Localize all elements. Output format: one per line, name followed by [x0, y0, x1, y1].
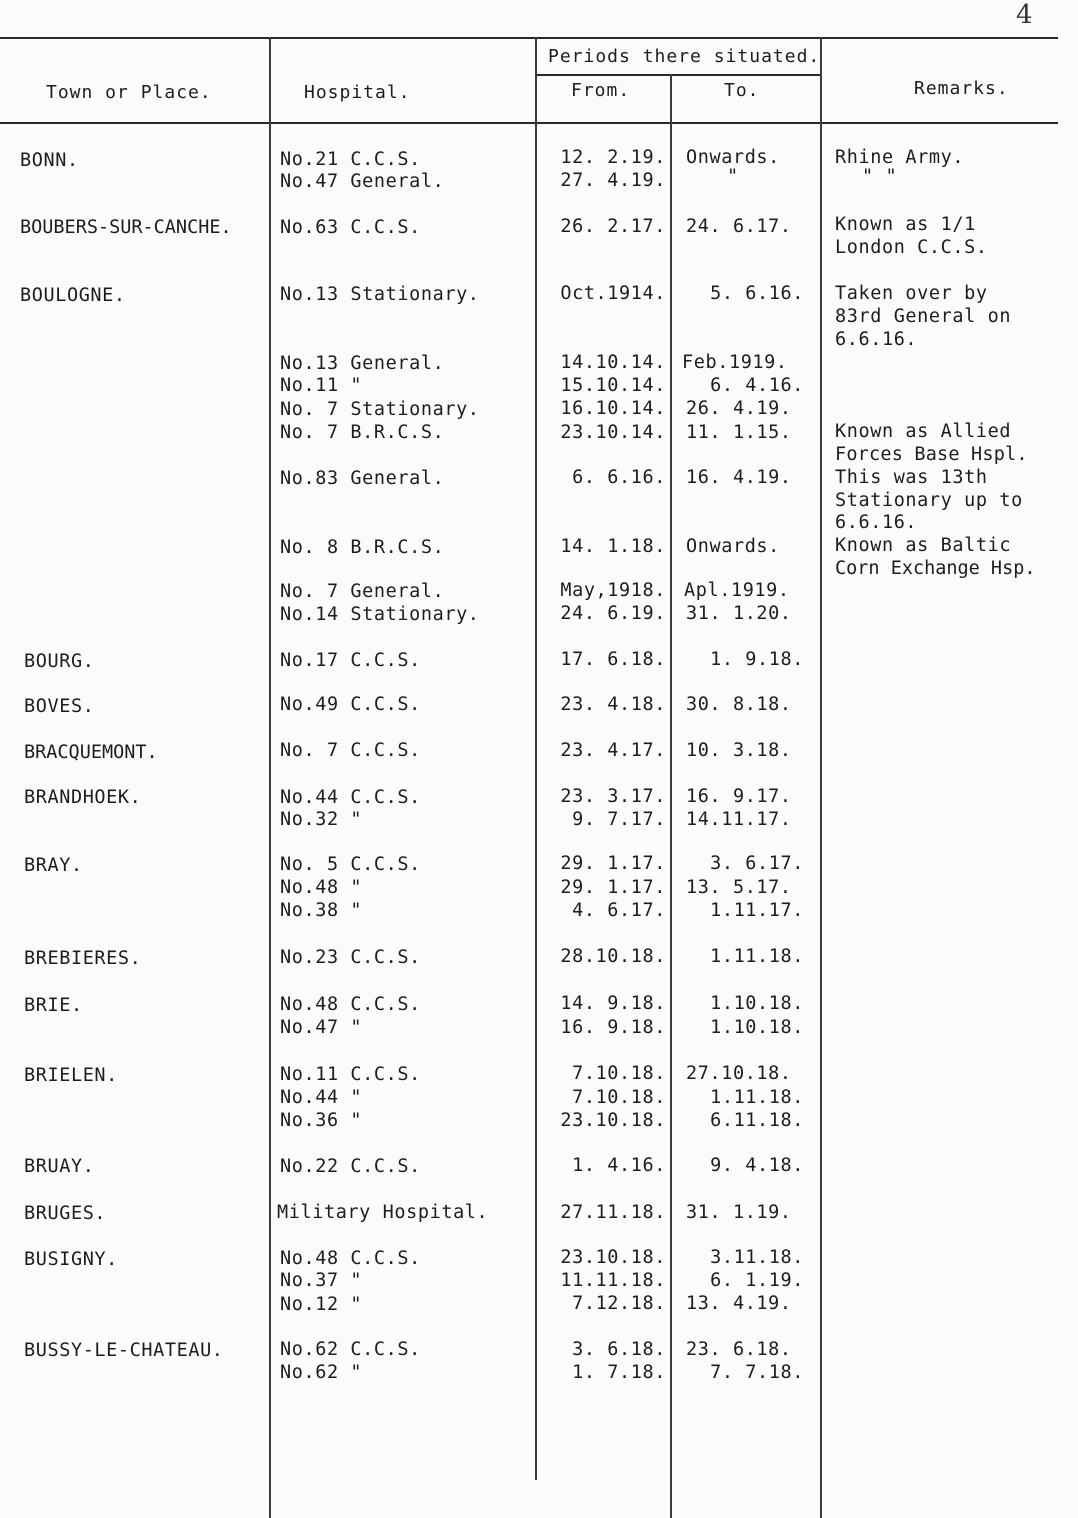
- to-date: 1. 9.18.: [710, 649, 804, 670]
- remarks-cell: Known as Allied: [835, 421, 1012, 442]
- hospital-cell: No.36 ": [280, 1110, 363, 1131]
- hospital-cell: No.44 C.C.S.: [280, 787, 421, 808]
- to-date: 1.11.17.: [710, 900, 804, 921]
- from-date: 1. 7.18.: [572, 1362, 666, 1383]
- to-date: 6. 4.16.: [710, 375, 804, 396]
- from-date: 26. 2.17.: [560, 216, 666, 237]
- header-remarks: Remarks.: [914, 78, 1009, 99]
- to-date: 30. 8.18.: [686, 694, 792, 715]
- hospital-cell: No. 8 B.R.C.S.: [280, 537, 445, 558]
- hospital-cell: No.13 Stationary.: [280, 284, 480, 305]
- remarks-cell: 6.6.16.: [835, 329, 918, 350]
- to-date: 27.10.18.: [686, 1063, 792, 1084]
- hospital-cell: No. 7 General.: [280, 581, 445, 602]
- town-name: BRANDHOEK.: [24, 787, 142, 808]
- hospital-cell: No. 7 B.R.C.S.: [280, 422, 445, 443]
- hospital-cell: No.62 C.C.S.: [280, 1339, 421, 1360]
- to-date: 13. 5.17.: [686, 877, 792, 898]
- town-name: BRIE.: [24, 995, 83, 1016]
- remarks-cell: Known as Baltic: [835, 535, 1012, 556]
- town-name: BOUBERS-SUR-CANCHE.: [20, 217, 232, 238]
- from-date: 14.10.14.: [560, 352, 666, 373]
- hospital-cell: No.44 ": [280, 1087, 363, 1108]
- from-date: 3. 6.18.: [572, 1339, 666, 1360]
- hospital-cell: No.32 ": [280, 809, 363, 830]
- to-date: 3.11.18.: [710, 1247, 804, 1268]
- hospital-cell: No.21 C.C.S.: [280, 149, 421, 170]
- from-date: 7.10.18.: [572, 1087, 666, 1108]
- from-date: 28.10.18.: [560, 946, 666, 967]
- header-hospital: Hospital.: [304, 82, 411, 103]
- remarks-cell: 6.6.16.: [835, 512, 918, 533]
- town-name: BUSSY-LE-CHATEAU.: [24, 1340, 224, 1361]
- to-date: 6. 1.19.: [710, 1270, 804, 1291]
- hospital-cell: No.13 General.: [280, 353, 445, 374]
- header-from: From.: [571, 80, 631, 101]
- to-date: 3. 6.17.: [710, 853, 804, 874]
- from-date: 4. 6.17.: [572, 900, 666, 921]
- town-name: BOVES.: [24, 696, 95, 717]
- to-date: 10. 3.18.: [686, 740, 792, 761]
- hospital-cell: No.47 ": [280, 1017, 363, 1038]
- remarks-cell: Rhine Army.: [835, 147, 965, 168]
- from-date: 17. 6.18.: [560, 649, 666, 670]
- town-name: BRUGES.: [24, 1203, 107, 1224]
- to-date: 6.11.18.: [710, 1110, 804, 1131]
- remarks-cell: Stationary up to: [835, 490, 1023, 511]
- remarks-ditto: " ": [862, 166, 898, 187]
- header-town: Town or Place.: [46, 82, 212, 103]
- town-name: BRAY.: [24, 855, 83, 876]
- to-date: 1.10.18.: [710, 993, 804, 1014]
- from-date: 23. 3.17.: [560, 786, 666, 807]
- from-date: 29. 1.17.: [560, 853, 666, 874]
- to-date: Apl.1919.: [684, 580, 790, 601]
- from-date: 16.10.14.: [560, 398, 666, 419]
- column-divider-from: [670, 74, 672, 1518]
- to-date: 16. 4.19.: [686, 467, 792, 488]
- to-date: Feb.1919.: [682, 352, 788, 373]
- to-date: 24. 6.17.: [686, 216, 792, 237]
- remarks-cell: Corn Exchange Hsp.: [835, 558, 1036, 579]
- to-date: 13. 4.19.: [686, 1293, 792, 1314]
- to-date: 14.11.17.: [686, 809, 792, 830]
- town-name: BRACQUEMONT.: [24, 742, 158, 763]
- to-date: 9. 4.18.: [710, 1155, 804, 1176]
- from-date: 29. 1.17.: [560, 877, 666, 898]
- hospital-cell: No.38 ": [280, 900, 363, 921]
- from-date: 27.11.18.: [560, 1202, 666, 1223]
- to-date: 5. 6.16.: [710, 283, 804, 304]
- hospital-cell: No.22 C.C.S.: [280, 1156, 421, 1177]
- to-date: 7. 7.18.: [710, 1362, 804, 1383]
- hospital-cell: Military Hospital.: [277, 1202, 489, 1223]
- town-name: BREBIERES.: [24, 948, 142, 969]
- remarks-cell: 83rd General on: [835, 306, 1012, 327]
- column-divider-hospital: [535, 37, 537, 1480]
- from-date: 11.11.18.: [560, 1270, 666, 1291]
- from-date: 9. 7.17.: [572, 809, 666, 830]
- remarks-cell: London C.C.S.: [835, 237, 988, 258]
- to-date: 1.11.18.: [710, 1087, 804, 1108]
- from-date: 23.10.14.: [560, 422, 666, 443]
- hospital-cell: No.17 C.C.S.: [280, 650, 421, 671]
- town-name: BONN.: [20, 150, 79, 171]
- top-rule: [0, 37, 1058, 39]
- hospital-cell: No. 7 Stationary.: [280, 399, 480, 420]
- remarks-cell: Taken over by: [835, 283, 988, 304]
- hospital-cell: No.11 C.C.S.: [280, 1064, 421, 1085]
- from-date: 23. 4.17.: [560, 740, 666, 761]
- town-name: BRIELEN.: [24, 1065, 118, 1086]
- from-date: 23.10.18.: [560, 1110, 666, 1131]
- town-name: BRUAY.: [24, 1156, 95, 1177]
- from-date: 23. 4.18.: [560, 694, 666, 715]
- hospital-cell: No.62 ": [280, 1362, 363, 1383]
- from-date: Oct.1914.: [560, 283, 666, 304]
- column-divider-town: [269, 37, 271, 1518]
- header-to: To.: [724, 80, 760, 101]
- ditto-mark: ": [727, 166, 739, 187]
- town-name: BOULOGNE.: [20, 285, 126, 306]
- from-date: 1. 4.16.: [572, 1155, 666, 1176]
- hospital-cell: No.49 C.C.S.: [280, 694, 421, 715]
- to-date: 31. 1.19.: [686, 1202, 792, 1223]
- hospital-cell: No.12 ": [280, 1294, 363, 1315]
- town-name: BUSIGNY.: [24, 1249, 118, 1270]
- from-date: 15.10.14.: [560, 375, 666, 396]
- hospital-cell: No.48 C.C.S.: [280, 1248, 421, 1269]
- hospital-cell: No.14 Stationary.: [280, 604, 480, 625]
- from-date: 14. 9.18.: [560, 993, 666, 1014]
- remarks-cell: Known as 1/1: [835, 214, 976, 235]
- to-date: 23. 6.18.: [686, 1339, 792, 1360]
- remarks-cell: This was 13th: [835, 467, 988, 488]
- hospital-cell: No.37 ": [280, 1270, 363, 1291]
- hospital-cell: No.47 General.: [280, 171, 445, 192]
- hospital-cell: No. 5 C.C.S.: [280, 854, 421, 875]
- from-date: 24. 6.19.: [560, 603, 666, 624]
- hospital-cell: No. 7 C.C.S.: [280, 740, 421, 761]
- column-divider-to: [820, 37, 822, 1518]
- remarks-cell: Forces Base Hspl.: [835, 444, 1028, 465]
- to-date: Onwards.: [686, 147, 780, 168]
- from-date: May,1918.: [560, 580, 666, 601]
- hospital-cell: No.83 General.: [280, 468, 445, 489]
- to-date: 26. 4.19.: [686, 398, 792, 419]
- hospital-cell: No.48 C.C.S.: [280, 994, 421, 1015]
- hospital-cell: No.23 C.C.S.: [280, 947, 421, 968]
- to-date: 11. 1.15.: [686, 422, 792, 443]
- from-date: 12. 2.19.: [560, 147, 666, 168]
- town-name: BOURG.: [24, 651, 95, 672]
- hospital-cell: No.48 ": [280, 877, 363, 898]
- header-bottom-rule: [0, 122, 1058, 124]
- hospital-cell: No.11 ": [280, 375, 363, 396]
- to-date: 16. 9.17.: [686, 786, 792, 807]
- header-periods: Periods there situated.: [548, 46, 821, 67]
- to-date: 31. 1.20.: [686, 603, 792, 624]
- to-date: 1.11.18.: [710, 946, 804, 967]
- to-date: 1.10.18.: [710, 1017, 804, 1038]
- from-date: 7.12.18.: [572, 1293, 666, 1314]
- from-date: 27. 4.19.: [560, 170, 666, 191]
- page-number: 4: [1016, 0, 1033, 30]
- from-date: 23.10.18.: [560, 1247, 666, 1268]
- to-date: Onwards.: [686, 536, 780, 557]
- from-date: 6. 6.16.: [572, 467, 666, 488]
- from-date: 14. 1.18.: [560, 536, 666, 557]
- hospital-cell: No.63 C.C.S.: [280, 217, 421, 238]
- from-date: 16. 9.18.: [560, 1017, 666, 1038]
- from-date: 7.10.18.: [572, 1063, 666, 1084]
- periods-rule: [536, 74, 820, 76]
